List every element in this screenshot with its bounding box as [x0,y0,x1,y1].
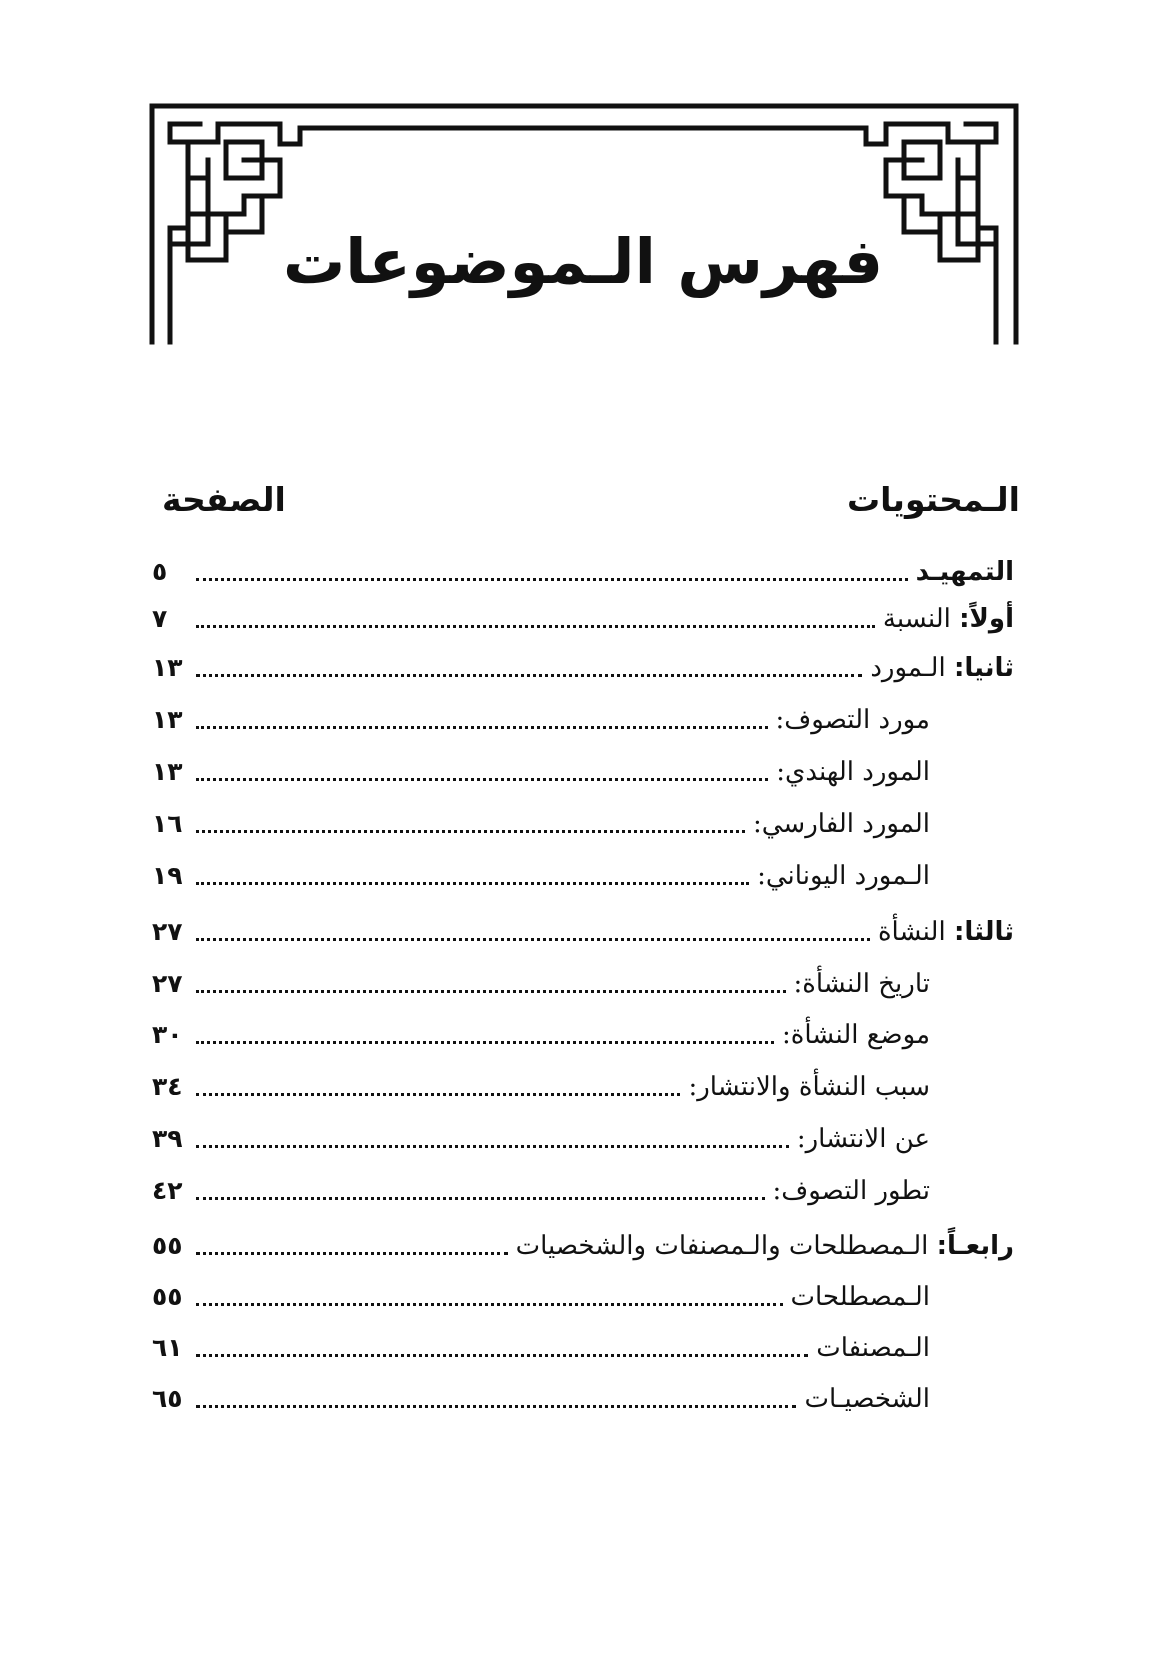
page-number: ٢٧ [152,969,183,998]
toc-entry-title [804,1379,930,1419]
dot-leader [196,578,908,581]
page-number: ٧ [152,604,168,633]
toc-entry-text: تاريخ النشأة: [793,969,930,999]
page-number: ٥ [152,557,168,586]
toc-entry[interactable] [152,1273,1014,1317]
toc-entry[interactable] [152,595,1014,639]
dot-leader [196,778,768,781]
dot-leader [196,1303,783,1306]
toc-entry-text: الشخصيـات [804,1384,930,1414]
toc-entry-text: المورد الهندي: [776,757,930,787]
dot-leader [196,1145,789,1148]
toc-entry-text: النشأة [877,917,954,947]
page-number: ٥٥ [152,1231,183,1260]
toc-entry-text: سبب النشأة والانتشار: [688,1072,930,1102]
table-of-contents [152,0,1014,1654]
toc-entry-title [870,648,1014,688]
toc-entry-text: تطور التصوف: [772,1176,930,1206]
toc-entry-text: الـمصطلحات [790,1282,930,1312]
toc-entry-title [773,1171,931,1211]
toc-entry[interactable] [152,748,1014,792]
toc-entry-title [757,856,930,896]
toc-entry-title [516,1226,1014,1266]
page-number: ٣٩ [152,1124,183,1153]
toc-entry-text: النسبة [882,604,960,634]
toc-entry-prefix: ثالثا: [953,917,1014,947]
dot-leader [196,674,862,677]
toc-entry-title [688,1067,930,1107]
page-number: ١٣ [152,653,183,682]
toc-entry-title [816,1328,930,1368]
dot-leader [196,882,749,885]
toc-entry-prefix: ثانيا: [953,653,1014,683]
dot-leader [196,1041,774,1044]
toc-entry[interactable] [152,548,1014,592]
page-number: ٣٠ [152,1020,183,1049]
toc-entry-title [753,804,930,844]
toc-entry-title [782,1015,930,1055]
toc-entry-prefix: أولاً: [959,604,1014,634]
page-number: ١٣ [152,705,183,734]
page-number: ٦٥ [152,1384,183,1413]
toc-entry[interactable] [152,1222,1014,1266]
toc-entry-text: مورد التصوف: [775,705,930,735]
toc-entry-prefix: رابعـاً: [936,1231,1014,1261]
toc-entry[interactable] [152,644,1014,688]
toc-entry[interactable] [152,800,1014,844]
toc-entry-text: موضع النشأة: [781,1020,930,1050]
dot-leader [196,1197,765,1200]
toc-entry[interactable] [152,960,1014,1004]
page-number: ١٦ [152,809,183,838]
page-title: فهرس الـموضوعات [282,225,884,298]
page-number: ٦١ [152,1333,183,1362]
dot-leader [196,830,745,833]
toc-entry-title [794,964,931,1004]
toc-entry-title [776,752,930,792]
toc-entry-prefix: التمهيـد [915,557,1014,587]
toc-entry-title [776,700,930,740]
page-number: ٤٢ [152,1176,183,1205]
toc-entry-title [878,912,1014,952]
toc-entry-text: الـمصنفات [816,1333,930,1363]
toc-entry-title [791,1277,930,1317]
toc-entry-title [883,599,1014,639]
dot-leader [196,1405,796,1408]
page-number: ١٩ [152,861,183,890]
toc-entry-text: الـمورد [870,653,954,683]
dot-leader [196,990,786,993]
toc-entry-title [797,1119,930,1159]
page-number: ٥٥ [152,1282,183,1311]
toc-entry[interactable] [152,908,1014,952]
toc-entry[interactable] [152,1115,1014,1159]
toc-entry[interactable] [152,1324,1014,1368]
dot-leader [196,1093,680,1096]
toc-entry[interactable] [152,852,1014,896]
dot-leader [196,726,768,729]
toc-entry[interactable] [152,1167,1014,1211]
toc-entry[interactable] [152,696,1014,740]
toc-entry-text: عن الانتشار: [796,1124,930,1154]
toc-entry[interactable] [152,1375,1014,1419]
dot-leader [196,1252,508,1255]
dot-leader [196,938,870,941]
contents-column-heading: الـمحتويات [847,480,1020,519]
toc-entry[interactable] [152,1063,1014,1107]
dot-leader [196,1354,808,1357]
toc-entry[interactable] [152,1011,1014,1055]
page-number: ١٣ [152,757,183,786]
page-column-heading: الصفحة [162,480,286,519]
toc-entry-text: الـمصطلحات والـمصنفات والشخصيات [515,1231,937,1261]
toc-entry-text: المورد الفارسي: [753,809,930,839]
dot-leader [196,625,875,628]
toc-entry-text: الـمورد اليوناني: [757,861,930,891]
page-number: ٢٧ [152,917,183,946]
page-number: ٣٤ [152,1072,183,1101]
toc-entry-title [916,552,1014,592]
